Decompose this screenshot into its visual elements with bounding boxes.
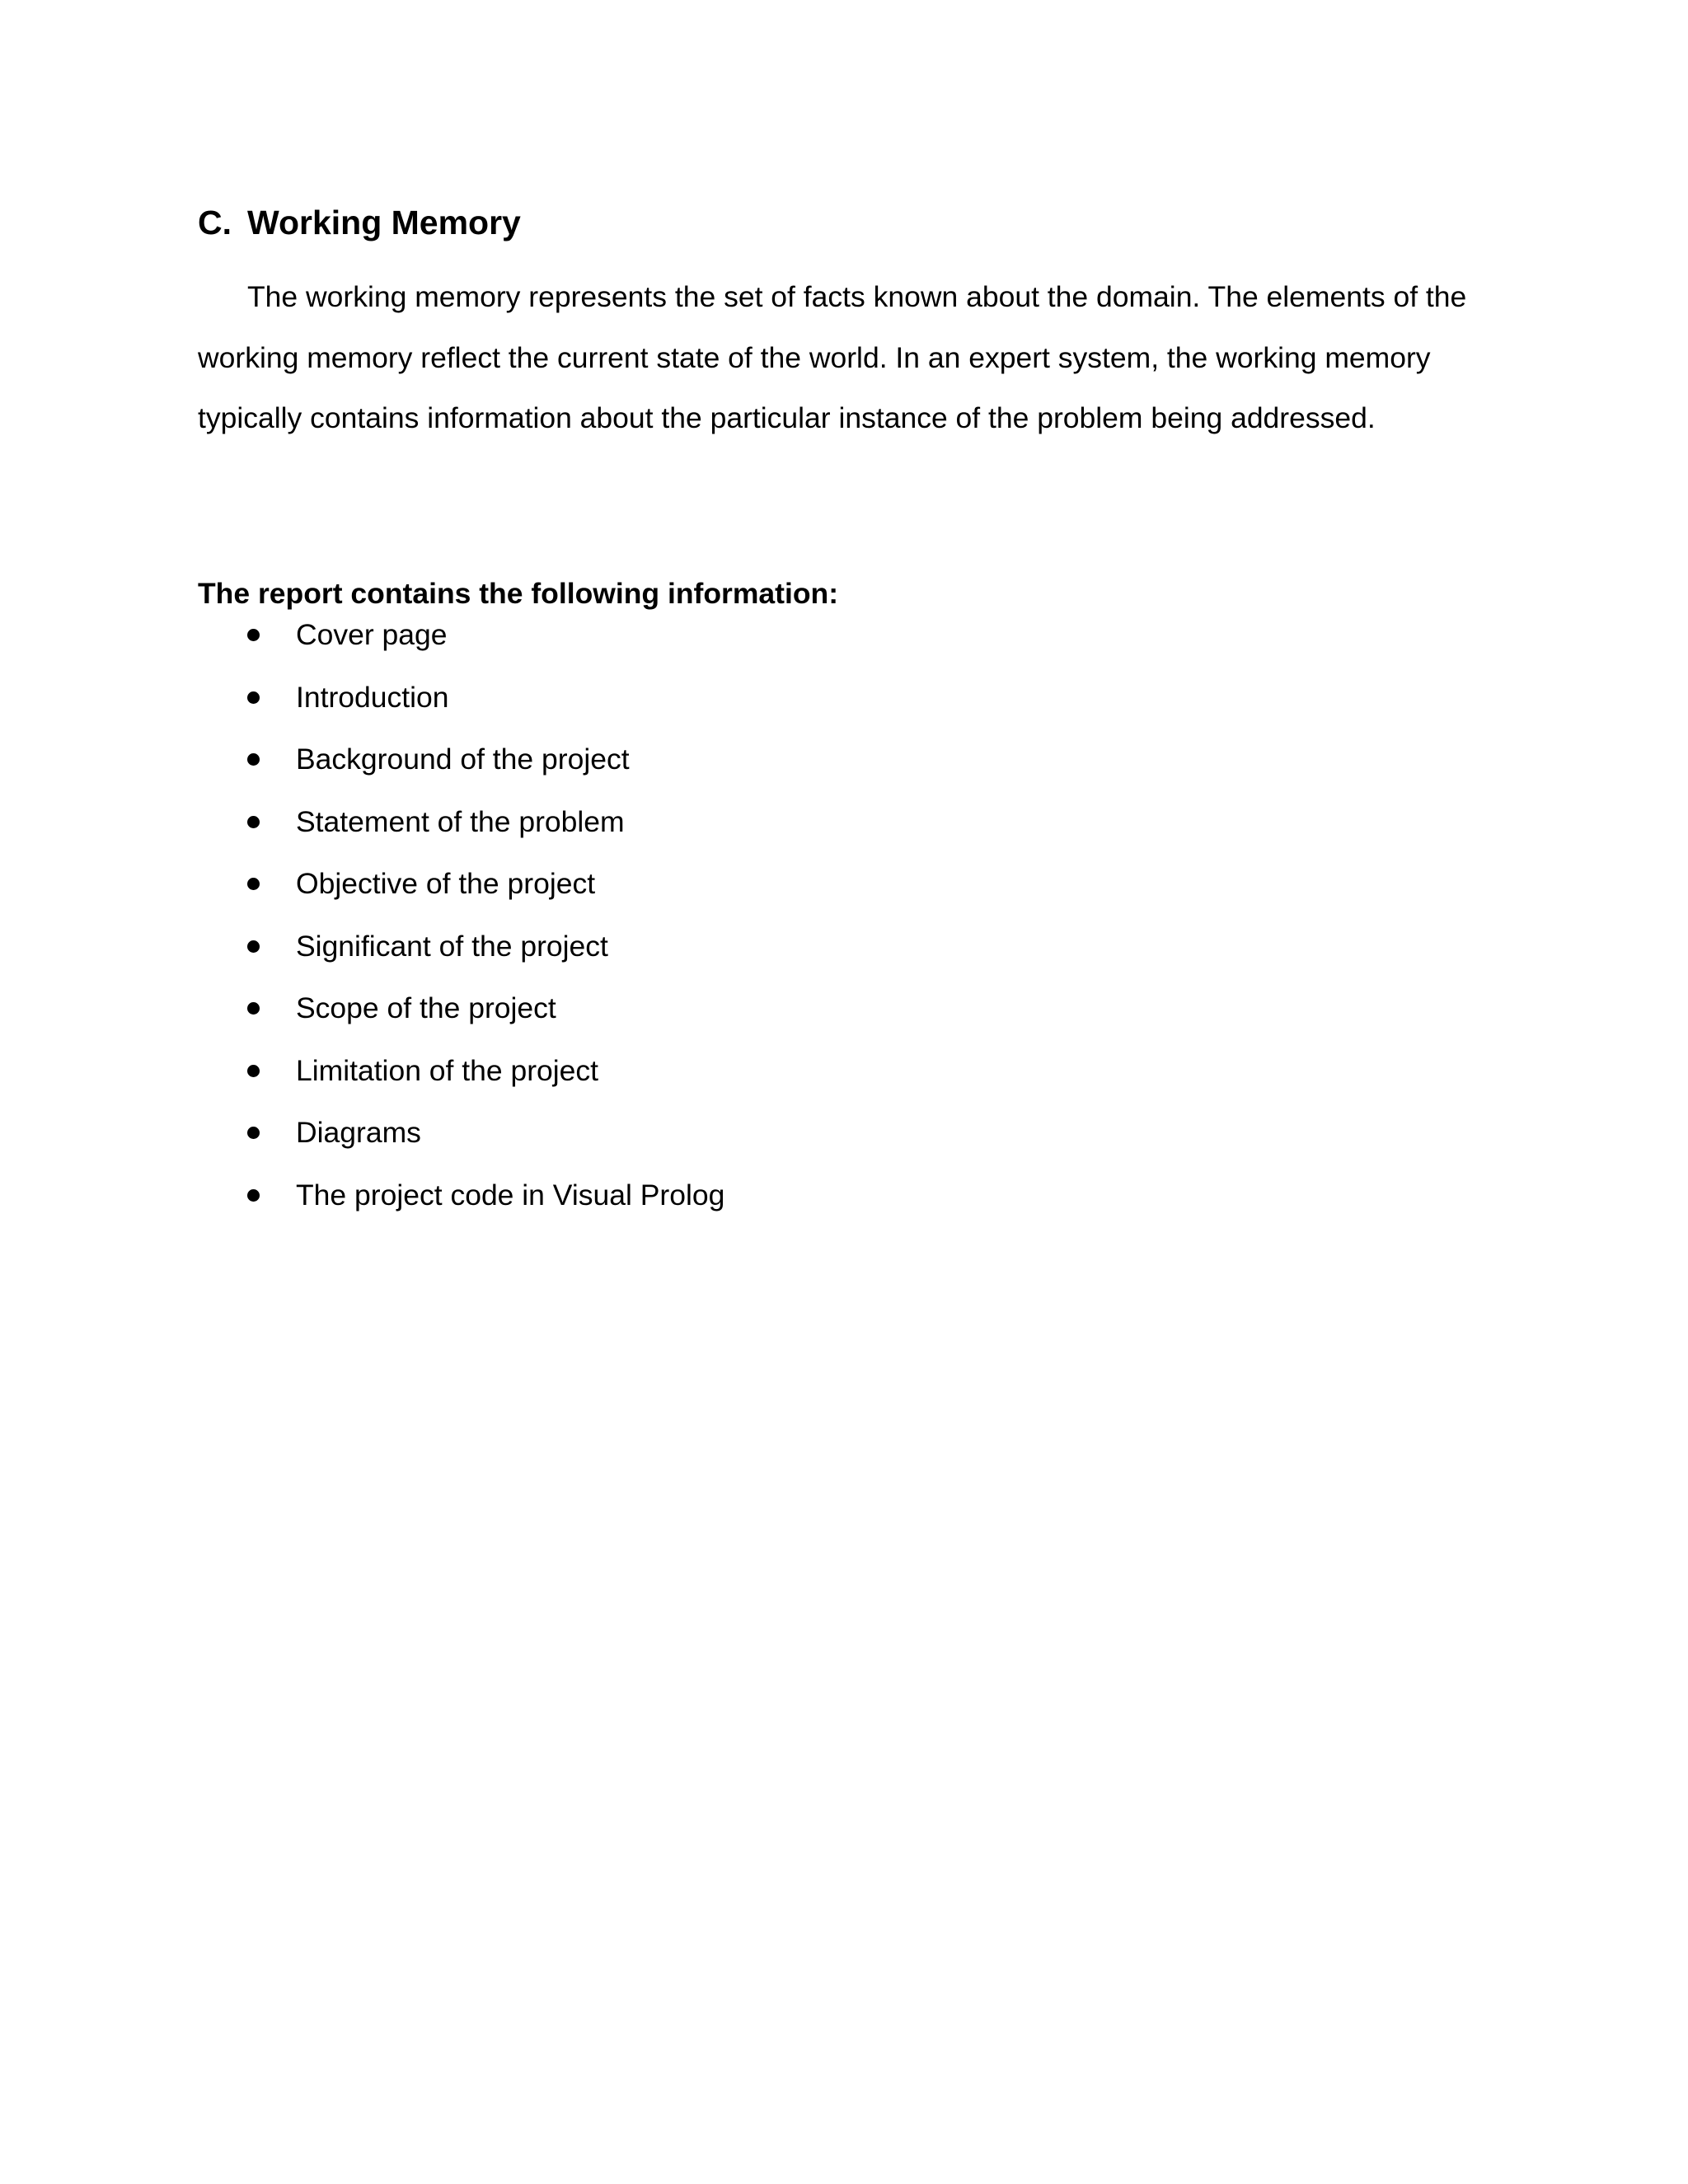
list-item-text: The project code in Visual Prolog (296, 1178, 725, 1212)
body-paragraph: The working memory represents the set of facts known about the domain. The elements of the working memory reflect the current state of the world. In an expert system, the working memory typically contains information about the particular instance of the problem being addressed. (198, 280, 1467, 434)
list-item-text: Cover page (296, 618, 448, 651)
bullet-icon (247, 816, 260, 828)
bullet-icon (247, 1189, 260, 1202)
bullet-icon (247, 753, 260, 766)
bullet-icon (247, 878, 260, 890)
section-title: Working Memory (247, 204, 521, 241)
list-item-text: Diagrams (296, 1116, 421, 1149)
list-item-text: Significant of the project (296, 929, 608, 963)
list-item-text: Limitation of the project (296, 1053, 599, 1087)
bullet-icon (247, 940, 260, 953)
section-letter: C. (198, 204, 232, 241)
bullet-icon (247, 1002, 260, 1015)
bullet-icon (247, 691, 260, 704)
list-item-text: Introduction (296, 680, 449, 714)
list-item-text: Statement of the problem (296, 804, 625, 838)
list-item-text: Scope of the project (296, 991, 556, 1024)
bullet-icon (247, 1127, 260, 1139)
report-heading: The report contains the following information: (198, 577, 839, 610)
section-heading (198, 198, 521, 247)
bullet-icon (247, 1065, 260, 1077)
list-item-text: Background of the project (296, 743, 630, 776)
bullet-icon (247, 629, 260, 641)
list-item-text: Objective of the project (296, 867, 596, 900)
